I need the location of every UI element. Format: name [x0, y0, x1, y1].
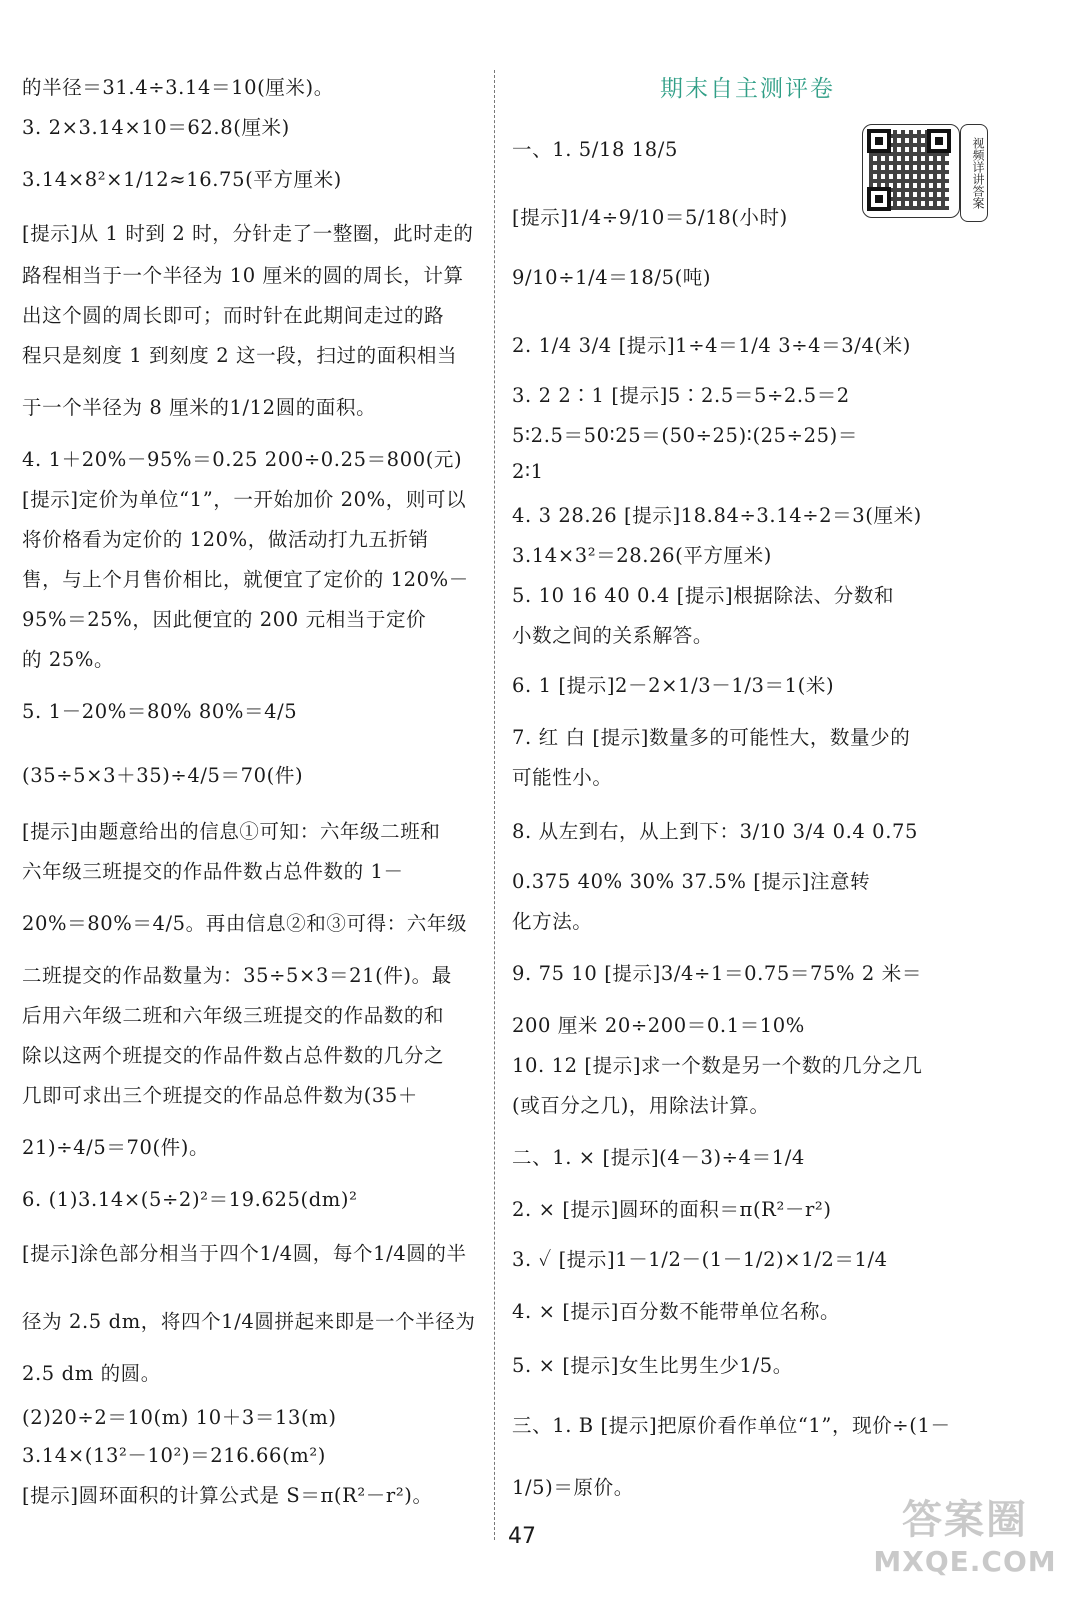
text-line: 后用六年级二班和六年级三班提交的作品数的和	[22, 1004, 445, 1027]
qr-caption: 视频详讲答案	[960, 124, 988, 222]
text-line: 二班提交的作品数量为：35÷5×3＝21(件)。最	[22, 964, 452, 987]
text-line: 出这个圆的周长即可；而时针在此期间走过的路	[22, 304, 445, 327]
text-line: 3.14×8²×1/12≈16.75(平方厘米)	[22, 168, 342, 191]
text-line: 售，与上个月售价相比，就便宜了定价的 120%－	[22, 568, 469, 591]
text-line: 径为 2.5 dm，将四个1/4圆拼起来即是一个半径为	[22, 1310, 476, 1333]
text-line: (2)20÷2＝10(m) 10＋3＝13(m)	[22, 1406, 337, 1429]
text-line: 9. 75 10 [提示]3/4÷1＝0.75＝75% 2 米＝	[512, 962, 922, 985]
text-line: 21)÷4/5＝70(件)。	[22, 1136, 210, 1159]
watermark-line1: 答案圈	[902, 1497, 1028, 1543]
text-line: 4. 1＋20%－95%＝0.25 200÷0.25＝800(元)	[22, 448, 463, 471]
text-line: 三、1. B [提示]把原价看作单位“1”，现价÷(1－	[512, 1414, 951, 1437]
text-line: 5. × [提示]女生比男生少1/5。	[512, 1354, 793, 1377]
text-line: 2.5 dm 的圆。	[22, 1362, 161, 1385]
text-line: 的 25%。	[22, 648, 115, 671]
text-line: 4. × [提示]百分数不能带单位名称。	[512, 1300, 841, 1323]
text-line: (或百分之几)，用除法计算。	[512, 1094, 770, 1117]
text-line: 程只是刻度 1 到刻度 2 这一段，扫过的面积相当	[22, 344, 458, 367]
text-line: [提示]定价为单位“1”，一开始加价 20%，则可以	[22, 488, 467, 511]
text-line: 95%＝25%，因此便宜的 200 元相当于定价	[22, 608, 427, 631]
text-line: 200 厘米 20÷200＝0.1＝10%	[512, 1014, 805, 1037]
text-line: 路程相当于一个半径为 10 厘米的圆的周长，计算	[22, 264, 464, 287]
text-line: 可能性小。	[512, 766, 613, 789]
watermark-line2: MXQE.COM	[873, 1545, 1057, 1578]
text-line: (35÷5×3＋35)÷4/5＝70(件)	[22, 764, 304, 787]
column-divider	[494, 70, 495, 1540]
text-line: 将价格看为定价的 120%，做活动打九五折销	[22, 528, 429, 551]
text-line: 除以这两个班提交的作品件数占总件数的几分之	[22, 1044, 445, 1067]
text-line: 3.14×(13²－10²)＝216.66(m²)	[22, 1444, 326, 1467]
text-line: 3.14×3²＝28.26(平方厘米)	[512, 544, 772, 567]
text-line: 2. × [提示]圆环的面积＝π(R²－r²)	[512, 1198, 832, 1221]
text-line: 6. (1)3.14×(5÷2)²＝19.625(dm)²	[22, 1188, 358, 1211]
text-line: 10. 12 [提示]求一个数是另一个数的几分之几	[512, 1054, 923, 1077]
text-line: 3. 2×3.14×10＝62.8(厘米)	[22, 116, 290, 139]
text-line: 5. 10 16 40 0.4 [提示]根据除法、分数和	[512, 584, 895, 607]
text-line: 的半径＝31.4÷3.14＝10(厘米)。	[22, 76, 334, 99]
watermark-logo	[870, 1488, 1060, 1588]
text-line: 化方法。	[512, 910, 593, 933]
text-line: 1/5)＝原价。	[512, 1476, 634, 1499]
text-line: 二、1. × [提示](4－3)÷4＝1/4	[512, 1146, 805, 1169]
text-line: 8. 从左到右，从上到下：3/10 3/4 0.4 0.75	[512, 820, 919, 843]
text-line: [提示]由题意给出的信息①可知：六年级二班和	[22, 820, 441, 843]
text-line: 4. 3 28.26 [提示]18.84÷3.14÷2＝3(厘米)	[512, 504, 922, 527]
text-line: [提示]1/4÷9/10＝5/18(小时)	[512, 206, 788, 229]
text-line: 3. 2 2∶1 [提示]5∶2.5＝5÷2.5＝2	[512, 384, 850, 407]
text-line: [提示]圆环面积的计算公式是 S＝π(R²－r²)。	[22, 1484, 433, 1507]
text-line: 六年级三班提交的作品件数占总件数的 1－	[22, 860, 404, 883]
qr-code-icon	[862, 124, 960, 218]
text-line: 20%＝80%＝4/5。再由信息②和③可得：六年级	[22, 912, 468, 935]
text-line: 几即可求出三个班提交的作品总件数为(35＋	[22, 1084, 419, 1107]
text-line: 5∶2.5＝50∶25＝(50÷25)∶(25÷25)＝	[512, 424, 858, 447]
section-title: 期末自主测评卷	[660, 76, 835, 102]
text-line: 于一个半径为 8 厘米的1/12圆的面积。	[22, 396, 377, 419]
text-line: 9/10÷1/4＝18/5(吨)	[512, 266, 712, 289]
text-line: [提示]从 1 时到 2 时，分针走了一整圈，此时走的	[22, 222, 474, 245]
text-line: 7. 红 白 [提示]数量多的可能性大，数量少的	[512, 726, 911, 749]
text-line: 2∶1	[512, 460, 544, 483]
text-line: 一、1. 5/18 18/5	[512, 138, 678, 161]
text-line: 6. 1 [提示]2－2×1/3－1/3＝1(米)	[512, 674, 835, 697]
text-line: 小数之间的关系解答。	[512, 624, 714, 647]
text-line: 3. ✓ [提示]1－1/2－(1－1/2)×1/2＝1/4	[512, 1248, 888, 1271]
page-number: 47	[508, 1524, 536, 1549]
text-line: 2. 1/4 3/4 [提示]1÷4＝1/4 3÷4＝3/4(米)	[512, 334, 911, 357]
text-line: [提示]涂色部分相当于四个1/4圆，每个1/4圆的半	[22, 1242, 467, 1265]
text-line: 5. 1－20%＝80% 80%＝4/5	[22, 700, 298, 723]
text-line: 0.375 40% 30% 37.5% [提示]注意转	[512, 870, 871, 893]
